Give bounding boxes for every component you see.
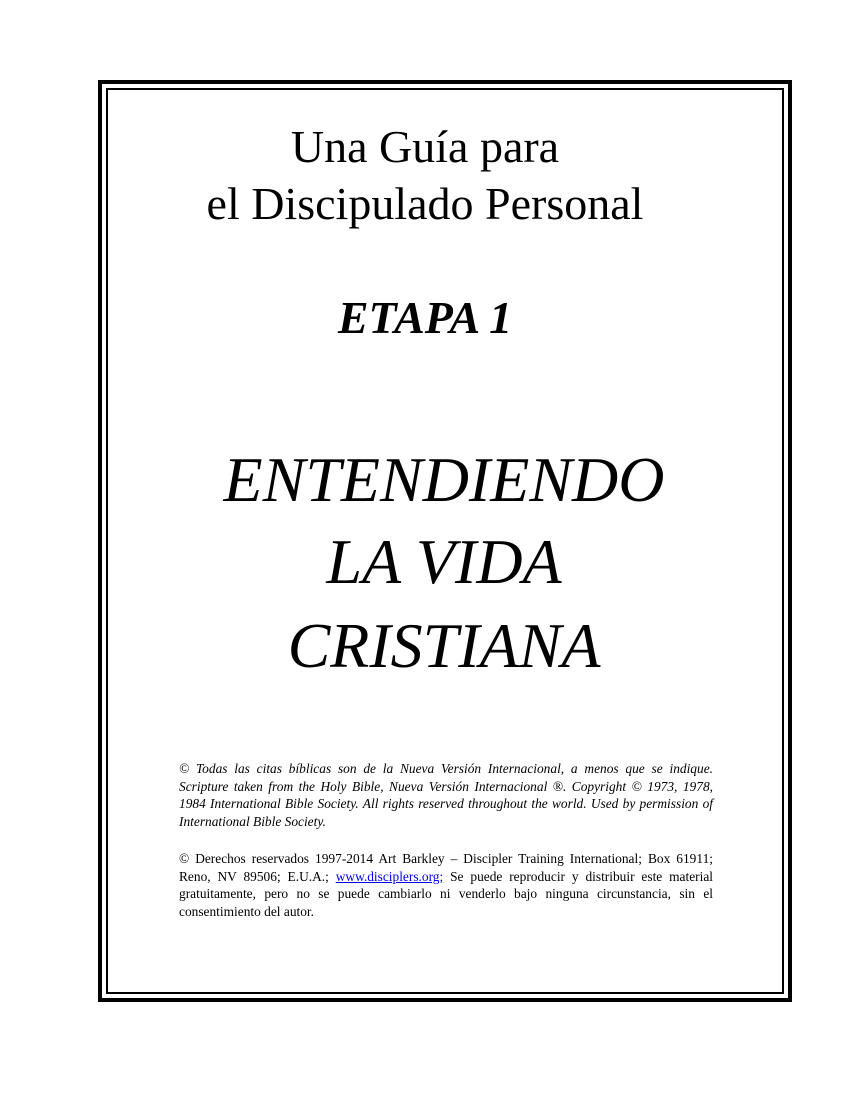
- subtitle-line-1: Una Guía para: [290, 121, 560, 172]
- rights-text-start: © Derechos reservados 1997-2014 Art Barkley – Discipler Training International; Box 61911; Reno, NV 89506; E.U.A.;: [179, 851, 713, 884]
- main-title-line-1: ENTENDIENDO: [223, 444, 665, 515]
- main-title-line-2: LA VIDA: [326, 526, 562, 597]
- subtitle-line-2: el Discipulado Personal: [206, 178, 644, 229]
- main-title-line-3: CRISTIANA: [287, 610, 601, 681]
- rights-notice: [179, 850, 713, 920]
- website-link[interactable]: www.disciplers.org;: [335, 868, 444, 884]
- scripture-copyright-notice: © Todas las citas bíblicas son de la Nueva Versión Internacional, a menos que se indique. Scripture taken from the Holy Bible, Nueva Versión Internacional ®. Copyright © 1973, 1978, 1984 International Bible Society. All rights reserved throughout the world. Used by permission of International Bible Society.: [179, 761, 713, 829]
- stage-heading: ETAPA 1: [337, 292, 513, 343]
- rights-text-end: Se puede reproducir y distribuir este material gratuitamente, pero no se puede cambiarlo ni venderlo bajo ninguna circunstancia, sin el consentimiento del autor.: [179, 868, 713, 919]
